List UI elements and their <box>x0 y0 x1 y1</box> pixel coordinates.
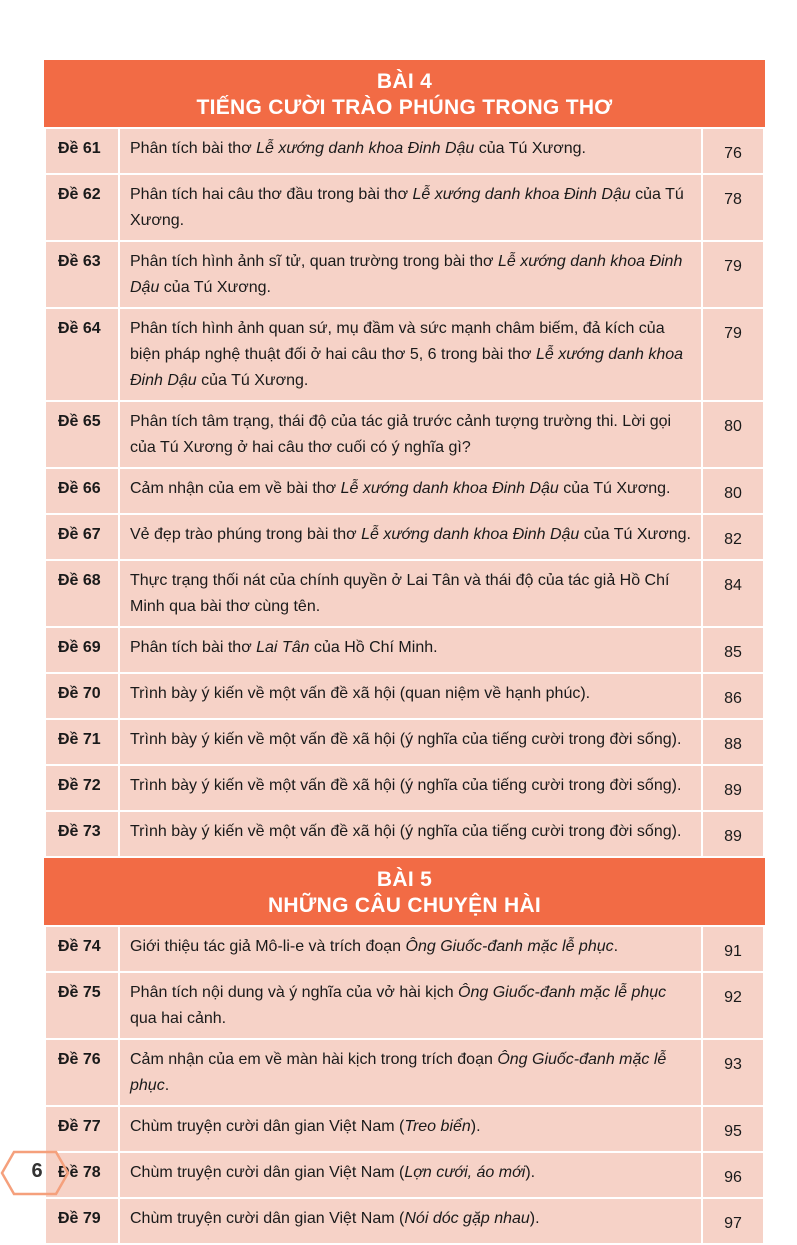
topic-id: Đề 67 <box>45 514 119 560</box>
topic-title-part: Chùm truyện cười dân gian Việt Nam ( <box>130 1118 405 1135</box>
topic-title-part: của Tú Xương. <box>130 186 684 229</box>
topic-id: Đề 77 <box>45 1106 119 1152</box>
table-row <box>45 1152 764 1198</box>
page-ref: 79 <box>702 241 764 308</box>
table-of-contents <box>44 60 765 1245</box>
topic-title-italic-part: Treo biển <box>404 1118 471 1135</box>
topic-id: Đề 69 <box>45 627 119 673</box>
topic-id: Đề 73 <box>45 811 119 857</box>
topic-title <box>119 241 702 308</box>
topic-title-italic-part: Ông Giuốc-đanh mặc lễ phục <box>405 938 614 955</box>
topic-title <box>119 926 702 972</box>
topic-title-part: Trình bày ý kiến về một vấn đề xã hội (ý nghĩa của tiếng cười trong đời sống). <box>130 731 682 748</box>
page-ref: 80 <box>702 468 764 514</box>
topic-title <box>119 1152 702 1198</box>
table-row <box>45 1039 764 1106</box>
page-ref: 89 <box>702 765 764 811</box>
table-row <box>45 468 764 514</box>
topic-title-part: Phân tích hình ảnh quan sứ, mụ đầm và sức mạnh châm biếm, đả kích của biện pháp nghệ thuật đối ở hai câu thơ 5, 6 trong bài thơ <box>130 320 665 363</box>
page-ref: 79 <box>702 308 764 401</box>
topic-title <box>119 560 702 627</box>
table-row <box>45 627 764 673</box>
topic-title-part: của Hồ Chí Minh. <box>309 639 438 656</box>
topic-title-part: Chùm truyện cười dân gian Việt Nam ( <box>130 1210 405 1227</box>
table-row <box>45 719 764 765</box>
table-row <box>45 560 764 627</box>
page-ref: 92 <box>702 972 764 1039</box>
topic-id: Đề 72 <box>45 765 119 811</box>
page-ref: 97 <box>702 1198 764 1244</box>
topic-title <box>119 1106 702 1152</box>
topic-title <box>119 174 702 241</box>
topic-title-part: ). <box>529 1210 540 1227</box>
topic-title-part: của Tú Xương. <box>558 480 671 497</box>
topic-title <box>119 972 702 1039</box>
page-ref: 96 <box>702 1152 764 1198</box>
topic-title <box>119 401 702 468</box>
topic-title <box>119 765 702 811</box>
topic-title <box>119 128 702 174</box>
topic-title-italic-part: Lễ xướng danh khoa Đinh Dậu <box>340 480 559 497</box>
topic-title-part: của Tú Xương. <box>579 526 691 543</box>
topic-title-part: qua hai cảnh. <box>130 1010 227 1027</box>
topic-title-italic-part: Lễ xướng danh khoa Đinh Dậu <box>256 140 475 157</box>
table-row <box>45 673 764 719</box>
page-number: 6 <box>31 1160 43 1182</box>
topic-title-part: của Tú Xương. <box>474 140 586 157</box>
section-number: BÀI 5 <box>376 868 433 891</box>
topic-id: Đề 62 <box>45 174 119 241</box>
topic-title-part: . <box>613 938 619 955</box>
topic-title-part: Phân tích nội dung và ý nghĩa của vở hài kịch <box>130 984 459 1001</box>
page-ref: 78 <box>702 174 764 241</box>
topic-title <box>119 468 702 514</box>
table-row <box>45 926 764 972</box>
topic-title-italic-part: Lợn cưới, áo mới <box>404 1164 526 1181</box>
topic-id: Đề 79 <box>45 1198 119 1244</box>
topic-title-part: Vẻ đẹp trào phúng trong bài thơ <box>130 526 362 543</box>
topic-title-part: Cảm nhận của em về màn hài kịch trong trích đoạn <box>130 1051 498 1068</box>
table-row <box>45 128 764 174</box>
page-ref: 80 <box>702 401 764 468</box>
topic-title <box>119 811 702 857</box>
topic-title-italic-part: Lai Tân <box>256 639 310 656</box>
topic-title <box>119 514 702 560</box>
topic-title <box>119 308 702 401</box>
page-ref: 85 <box>702 627 764 673</box>
page-ref: 89 <box>702 811 764 857</box>
topic-id: Đề 61 <box>45 128 119 174</box>
section-table <box>44 925 765 1245</box>
section-title: TIẾNG CƯỜI TRÀO PHÚNG TRONG THƠ <box>196 96 613 119</box>
topic-title-italic-part: Lễ xướng danh khoa Đinh Dậu <box>130 346 684 389</box>
table-row <box>45 308 764 401</box>
topic-title-italic-part: Lễ xướng danh khoa Đinh Dậu <box>412 186 631 203</box>
page-ref: 82 <box>702 514 764 560</box>
section-header <box>44 60 765 127</box>
topic-title <box>119 1198 702 1244</box>
topic-title-part: Trình bày ý kiến về một vấn đề xã hội (ý nghĩa của tiếng cười trong đời sống). <box>130 777 682 794</box>
topic-title-part: ). <box>525 1164 536 1181</box>
topic-id: Đề 65 <box>45 401 119 468</box>
page-ref: 91 <box>702 926 764 972</box>
page-ref: 95 <box>702 1106 764 1152</box>
topic-title-part: Trình bày ý kiến về một vấn đề xã hội (quan niệm về hạnh phúc). <box>130 685 591 702</box>
topic-title-italic-part: Lễ xướng danh khoa Đinh Dậu <box>361 526 580 543</box>
topic-title-part: Phân tích hai câu thơ đầu trong bài thơ <box>130 186 413 203</box>
topic-id: Đề 71 <box>45 719 119 765</box>
table-row <box>45 174 764 241</box>
page-ref: 86 <box>702 673 764 719</box>
topic-title-part: ). <box>470 1118 481 1135</box>
table-row <box>45 811 764 857</box>
table-row <box>45 1198 764 1244</box>
topic-title-italic-part: Nói dóc gặp nhau <box>404 1210 530 1227</box>
section-title: NHỮNG CÂU CHUYỆN HÀI <box>267 894 542 917</box>
topic-id: Đề 76 <box>45 1039 119 1106</box>
table-row <box>45 972 764 1039</box>
topic-title-italic-part: Ông Giuốc-đanh mặc lễ phục <box>130 1051 667 1094</box>
topic-id: Đề 74 <box>45 926 119 972</box>
table-row <box>45 401 764 468</box>
section-number: BÀI 4 <box>376 70 433 93</box>
topic-title <box>119 1039 702 1106</box>
table-row <box>45 241 764 308</box>
topic-title-italic-part: Lễ xướng danh khoa Đinh Dậu <box>130 253 683 296</box>
topic-title-part: . <box>164 1077 170 1094</box>
topic-title-part: Phân tích bài thơ <box>130 639 257 656</box>
table-row <box>45 765 764 811</box>
section-header <box>44 858 765 925</box>
page-ref: 93 <box>702 1039 764 1106</box>
section-table <box>44 127 765 858</box>
topic-title-italic-part: Ông Giuốc-đanh mặc lễ phục <box>458 984 667 1001</box>
table-row <box>45 1106 764 1152</box>
topic-title <box>119 673 702 719</box>
topic-title-part: Chùm truyện cười dân gian Việt Nam ( <box>130 1164 405 1181</box>
page-number-badge <box>0 1150 70 1196</box>
topic-title-part: Phân tích tâm trạng, thái độ của tác giả trước cảnh tượng trường thi. Lời gọi của Tú Xương ở hai câu thơ cuối có ý nghĩa gì? <box>130 413 672 456</box>
topic-title-part: của Tú Xương. <box>196 372 309 389</box>
topic-title <box>119 627 702 673</box>
topic-title <box>119 719 702 765</box>
topic-id: Đề 68 <box>45 560 119 627</box>
topic-title-part: Giới thiệu tác giả Mô-li-e và trích đoạn <box>130 938 406 955</box>
table-row <box>45 514 764 560</box>
topic-id: Đề 64 <box>45 308 119 401</box>
topic-id: Đề 63 <box>45 241 119 308</box>
topic-id: Đề 75 <box>45 972 119 1039</box>
topic-title-part: Thực trạng thối nát của chính quyền ở Lai Tân và thái độ của tác giả Hồ Chí Minh qua bài thơ cùng tên. <box>130 572 670 615</box>
topic-id: Đề 66 <box>45 468 119 514</box>
topic-title-part: của Tú Xương. <box>159 279 271 296</box>
topic-title-part: Phân tích bài thơ <box>130 140 257 157</box>
topic-id: Đề 70 <box>45 673 119 719</box>
topic-title-part: Phân tích hình ảnh sĩ tử, quan trường trong bài thơ <box>130 253 498 270</box>
topic-title-part: Trình bày ý kiến về một vấn đề xã hội (ý nghĩa của tiếng cười trong đời sống). <box>130 823 682 840</box>
topic-title-part: Cảm nhận của em về bài thơ <box>130 480 341 497</box>
page-ref: 88 <box>702 719 764 765</box>
page-ref: 76 <box>702 128 764 174</box>
topic-id: Đề 78 <box>45 1152 119 1198</box>
page-ref: 84 <box>702 560 764 627</box>
